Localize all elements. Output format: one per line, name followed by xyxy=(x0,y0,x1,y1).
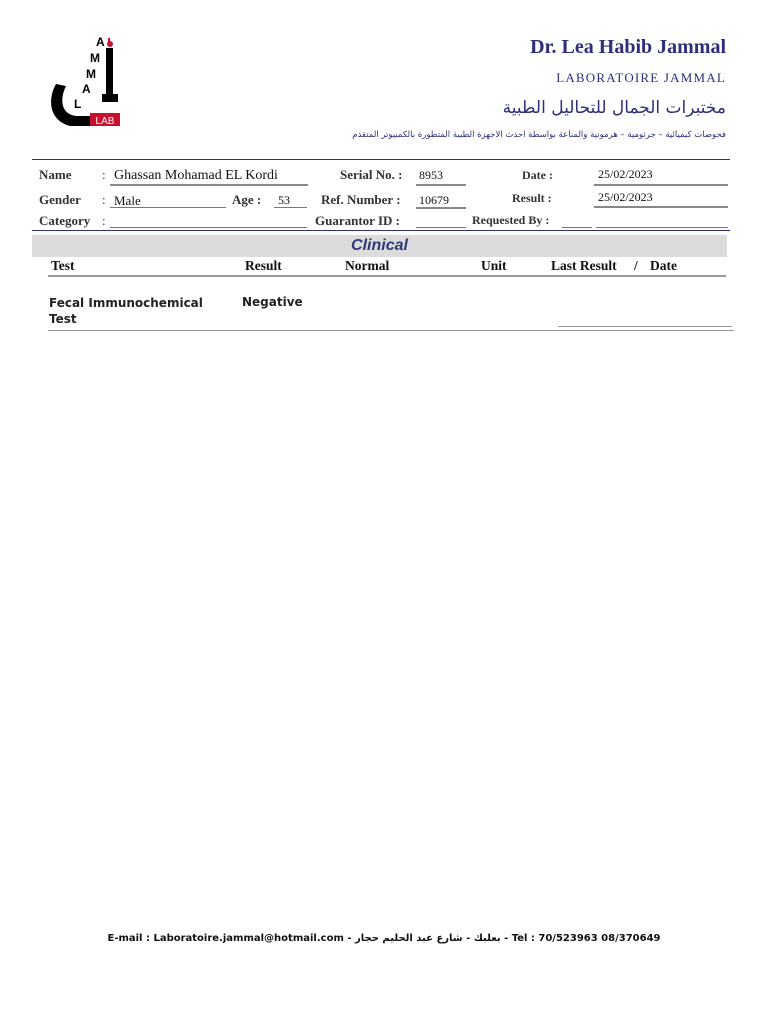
logo-letter-4: A xyxy=(82,82,91,96)
date-label: Date : xyxy=(522,168,553,182)
name-underline xyxy=(110,184,308,186)
category-colon: : xyxy=(102,213,106,228)
section-title: Clinical xyxy=(351,237,408,254)
age-label: Age : xyxy=(232,192,262,207)
lab-subtitle: LABORATOIRE JAMMAL xyxy=(556,70,726,85)
age-value: 53 xyxy=(278,193,290,207)
serial-value: 8953 xyxy=(419,168,443,182)
gender-underline xyxy=(110,207,226,208)
column-header-date: Date xyxy=(650,258,677,273)
header-divider xyxy=(32,159,730,160)
logo-letter-1: A xyxy=(96,36,105,49)
footer-contact: E-mail : Laboratoire.jammal@hotmail.com - بعلبك - شارع عبد الحليم حجار - Tel : 70/523963 08/370649 xyxy=(107,933,661,944)
lab-logo xyxy=(46,36,126,130)
column-header-result: Result xyxy=(245,258,282,273)
name-label: Name xyxy=(39,167,72,182)
serial-label: Serial No. : xyxy=(340,167,403,182)
column-header-divider xyxy=(48,275,726,277)
info-divider xyxy=(32,230,730,231)
column-header-unit: Unit xyxy=(481,258,507,273)
table-row-test-name: Fecal Immunochemical Test xyxy=(49,296,203,326)
gender-label: Gender xyxy=(39,192,81,207)
lab-arabic-name: مختبرات الجمال للتحاليل الطبية xyxy=(502,98,726,118)
ref-number-value: 10679 xyxy=(419,193,449,207)
logo-letter-2: M xyxy=(90,51,100,65)
name-colon: : xyxy=(102,167,106,182)
category-underline xyxy=(110,227,307,228)
requested-by-underline-1 xyxy=(562,227,592,228)
logo-letter-5: L xyxy=(74,97,82,111)
age-underline xyxy=(274,207,307,208)
requested-by-underline-2 xyxy=(596,227,728,228)
ref-number-underline xyxy=(416,207,466,209)
column-header-normal: Normal xyxy=(345,258,390,273)
gender-value: Male xyxy=(114,193,141,208)
column-header-last-result: Last Result xyxy=(551,258,617,273)
serial-underline xyxy=(416,184,466,186)
category-label: Category xyxy=(39,213,91,228)
date-underline xyxy=(594,184,728,186)
microscope-logo-icon xyxy=(46,36,126,130)
last-result-underline xyxy=(558,326,732,327)
table-row-result: Negative xyxy=(242,295,303,309)
lab-arabic-tagline: فحوصات كيميائية – جرثومية – هرمونية والمناعة بواسطة احدث الاجهزة الطبية المتطورة بالكمبيوتر المتقدم xyxy=(352,130,726,140)
ref-number-label: Ref. Number : xyxy=(321,192,401,207)
name-value: Ghassan Mohamad EL Kordi xyxy=(114,168,278,183)
logo-lab-text: LAB xyxy=(95,116,115,127)
result-date-label: Result : xyxy=(512,191,552,205)
column-header-slash: / xyxy=(634,258,638,273)
guarantor-underline xyxy=(416,227,466,228)
logo-letter-3: M xyxy=(86,67,96,81)
result-date-value: 25/02/2023 xyxy=(598,190,653,204)
column-header-test: Test xyxy=(51,258,75,273)
gender-colon: : xyxy=(102,192,106,207)
lab-name: Dr. Lea Habib Jammal xyxy=(530,36,726,58)
result-date-underline xyxy=(594,206,728,208)
table-row-divider xyxy=(48,330,734,331)
date-value: 25/02/2023 xyxy=(598,167,653,181)
requested-by-label: Requested By : xyxy=(472,213,550,227)
guarantor-label: Guarantor ID : xyxy=(315,213,400,228)
